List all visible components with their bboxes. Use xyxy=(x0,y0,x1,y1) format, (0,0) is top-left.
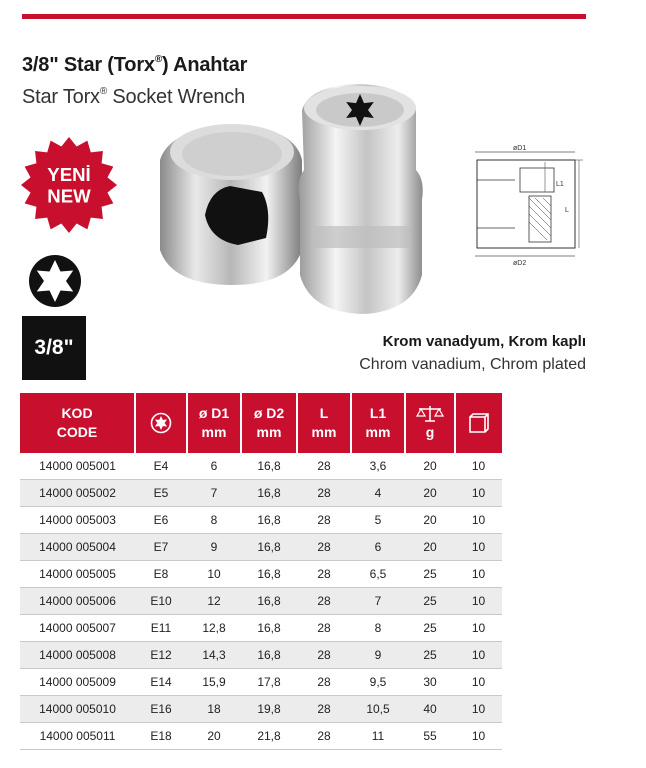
cell-l: 28 xyxy=(297,669,351,696)
cell-pack: 10 xyxy=(455,615,502,642)
table-row xyxy=(20,507,502,534)
cell-code: 14000 005003 xyxy=(20,507,135,534)
table-header-row xyxy=(20,393,502,453)
cell-d1: 6 xyxy=(187,453,241,480)
cell-d2: 16,8 xyxy=(241,588,297,615)
table-row xyxy=(20,480,502,507)
cell-l: 28 xyxy=(297,696,351,723)
cell-d1: 12 xyxy=(187,588,241,615)
cell-l: 28 xyxy=(297,615,351,642)
cell-l1: 10,5 xyxy=(351,696,405,723)
cell-l: 28 xyxy=(297,507,351,534)
cell-pack: 10 xyxy=(455,669,502,696)
label-l: L xyxy=(565,207,569,214)
cell-code: 14000 005010 xyxy=(20,696,135,723)
cell-l1: 6,5 xyxy=(351,561,405,588)
label-d2: øD2 xyxy=(513,260,527,267)
drive-size-box: 3/8" xyxy=(22,316,86,380)
product-photo xyxy=(150,80,430,325)
header-d2: ø D2 mm xyxy=(241,393,297,453)
cell-pack: 10 xyxy=(455,696,502,723)
cell-g: 20 xyxy=(405,480,455,507)
box-icon xyxy=(467,411,491,435)
cell-code: 14000 005002 xyxy=(20,480,135,507)
cell-g: 25 xyxy=(405,588,455,615)
header-pack xyxy=(455,393,502,453)
cell-g: 25 xyxy=(405,615,455,642)
cell-size: E18 xyxy=(135,723,187,750)
table-row xyxy=(20,534,502,561)
header-d1: ø D1 mm xyxy=(187,393,241,453)
cell-l: 28 xyxy=(297,534,351,561)
cell-size: E16 xyxy=(135,696,187,723)
cell-pack: 10 xyxy=(455,642,502,669)
header-l: L mm xyxy=(297,393,351,453)
label-l1: L1 xyxy=(556,181,564,188)
table-row xyxy=(20,642,502,669)
table-row xyxy=(20,696,502,723)
cell-l: 28 xyxy=(297,642,351,669)
badge-line-2: NEW xyxy=(47,185,91,207)
cell-d2: 16,8 xyxy=(241,615,297,642)
cell-d2: 16,8 xyxy=(241,561,297,588)
cell-d2: 16,8 xyxy=(241,534,297,561)
title-turkish: 3/8" Star (Torx®) Anahtar xyxy=(22,54,248,76)
cell-size: E6 xyxy=(135,507,187,534)
cell-l1: 9,5 xyxy=(351,669,405,696)
cell-size: E10 xyxy=(135,588,187,615)
cell-size: E12 xyxy=(135,642,187,669)
cell-d1: 20 xyxy=(187,723,241,750)
cell-pack: 10 xyxy=(455,480,502,507)
cell-pack: 10 xyxy=(455,534,502,561)
cell-d1: 10 xyxy=(187,561,241,588)
cell-l: 28 xyxy=(297,453,351,480)
cell-g: 20 xyxy=(405,534,455,561)
cell-l1: 8 xyxy=(351,615,405,642)
cell-g: 20 xyxy=(405,507,455,534)
cell-size: E5 xyxy=(135,480,187,507)
cell-l1: 9 xyxy=(351,642,405,669)
header-size xyxy=(135,393,187,453)
cell-code: 14000 005001 xyxy=(20,453,135,480)
table-row xyxy=(20,453,502,480)
cell-d2: 16,8 xyxy=(241,480,297,507)
cell-g: 30 xyxy=(405,669,455,696)
cell-size: E14 xyxy=(135,669,187,696)
cell-g: 55 xyxy=(405,723,455,750)
header-weight xyxy=(405,393,455,453)
badge-line-1: YENİ xyxy=(47,164,91,186)
scale-icon xyxy=(416,405,444,423)
cell-d1: 14,3 xyxy=(187,642,241,669)
cell-l: 28 xyxy=(297,723,351,750)
table-row xyxy=(20,669,502,696)
cell-pack: 10 xyxy=(455,453,502,480)
cell-d2: 16,8 xyxy=(241,642,297,669)
cell-d2: 17,8 xyxy=(241,669,297,696)
cell-d1: 9 xyxy=(187,534,241,561)
cell-d2: 19,8 xyxy=(241,696,297,723)
cell-g: 25 xyxy=(405,561,455,588)
cell-code: 14000 005004 xyxy=(20,534,135,561)
cell-d2: 16,8 xyxy=(241,453,297,480)
cell-l1: 4 xyxy=(351,480,405,507)
cell-size: E11 xyxy=(135,615,187,642)
technical-drawing xyxy=(465,140,585,270)
cell-code: 14000 005007 xyxy=(20,615,135,642)
top-rule xyxy=(22,14,586,19)
header-weight-unit: g xyxy=(425,424,435,441)
cell-d2: 21,8 xyxy=(241,723,297,750)
cell-l1: 3,6 xyxy=(351,453,405,480)
cell-d2: 16,8 xyxy=(241,507,297,534)
new-badge xyxy=(20,136,118,234)
badge-burst-icon xyxy=(20,136,118,234)
cell-l: 28 xyxy=(297,561,351,588)
cell-l: 28 xyxy=(297,588,351,615)
cell-l1: 6 xyxy=(351,534,405,561)
spec-table xyxy=(20,393,502,750)
material-english: Chrom vanadium, Chrom plated xyxy=(359,356,586,373)
cell-code: 14000 005009 xyxy=(20,669,135,696)
cell-l: 28 xyxy=(297,480,351,507)
cell-d1: 7 xyxy=(187,480,241,507)
cell-code: 14000 005006 xyxy=(20,588,135,615)
cell-pack: 10 xyxy=(455,507,502,534)
table-row xyxy=(20,561,502,588)
table-row xyxy=(20,615,502,642)
cell-l1: 5 xyxy=(351,507,405,534)
cell-size: E7 xyxy=(135,534,187,561)
table-row xyxy=(20,723,502,750)
cell-pack: 10 xyxy=(455,723,502,750)
title-english: Star Torx® Socket Wrench xyxy=(22,86,246,108)
cell-size: E4 xyxy=(135,453,187,480)
cell-g: 20 xyxy=(405,453,455,480)
cell-l1: 11 xyxy=(351,723,405,750)
torx-star-icon xyxy=(150,412,172,434)
cell-l1: 7 xyxy=(351,588,405,615)
material-turkish: Krom vanadyum, Krom kaplı xyxy=(382,333,586,350)
cell-d1: 8 xyxy=(187,507,241,534)
torx-star-icon xyxy=(28,254,82,308)
cell-pack: 10 xyxy=(455,588,502,615)
cell-d1: 15,9 xyxy=(187,669,241,696)
header-l1: L1 mm xyxy=(351,393,405,453)
cell-g: 40 xyxy=(405,696,455,723)
cell-d1: 12,8 xyxy=(187,615,241,642)
cell-g: 25 xyxy=(405,642,455,669)
cell-code: 14000 005008 xyxy=(20,642,135,669)
cell-size: E8 xyxy=(135,561,187,588)
label-d1: øD1 xyxy=(513,145,527,152)
cell-pack: 10 xyxy=(455,561,502,588)
cell-code: 14000 005011 xyxy=(20,723,135,750)
cell-d1: 18 xyxy=(187,696,241,723)
table-row xyxy=(20,588,502,615)
header-code: KOD CODE xyxy=(20,393,135,453)
cell-code: 14000 005005 xyxy=(20,561,135,588)
